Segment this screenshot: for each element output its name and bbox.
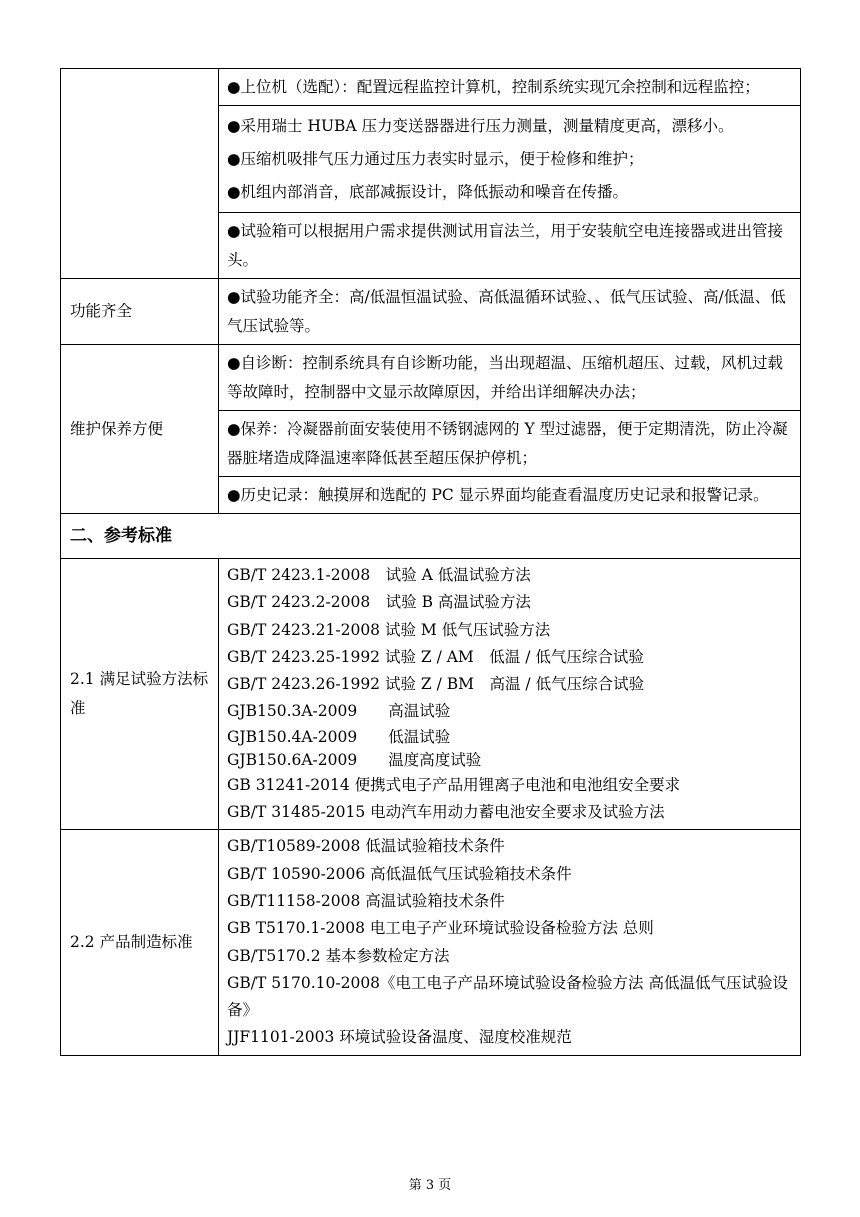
list-item: GB/T 2423.26-1992 试验 Z / BM 高温 / 低气压综合试验 <box>227 675 645 694</box>
list-item: GJB150.6A-2009 温度高度试验 <box>227 750 482 769</box>
spec-table <box>60 68 801 1056</box>
list-item: ●采用瑞士 HUBA 压力变送器器进行压力测量，测量精度更高，漂移小。 <box>227 117 734 135</box>
list-item: GB/T 2423.2-2008 试验 B 高温试验方法 <box>227 593 531 612</box>
list-item: GB/T 2423.25-1992 试验 Z / AM 低温 / 低气压综合试验 <box>227 647 644 666</box>
pressure-items-cell <box>219 106 801 213</box>
list-item: JJF1101-2003 环境试验设备温度、湿度校准规范 <box>227 1028 572 1047</box>
function-item: ●试验功能齐全：高/低温恒温试验、高低温循环试验、、低气压试验、高/低温、低气压试验等。 <box>219 279 801 345</box>
manufacture-standards-list <box>219 830 801 1055</box>
list-item: GB/T 5170.10-2008《电工电子产品环境试验设备检验方法 高低温低气压试验设备》 <box>227 973 788 1020</box>
manufacture-standards-label: 2.2 产品制造标准 <box>61 830 219 1055</box>
table-row <box>61 514 801 559</box>
list-item: GB/T5170.2 基本参数检定方法 <box>227 946 450 965</box>
flange-item: ●试验箱可以根据用户需求提供测试用盲法兰，用于安装航空电连接器或进出管接头。 <box>219 213 801 279</box>
history-record-item: ●历史记录：触摸屏和选配的 PC 显示界面均能查看温度历史记录和报警记录。 <box>219 477 801 514</box>
test-standards-label: 2.1 满足试验方法标准 <box>61 559 219 830</box>
list-item: GB T5170.1-2008 电工电子产业环境试验设备检验方法 总则 <box>227 919 654 938</box>
table-row <box>61 830 801 1055</box>
list-item: GB/T11158-2008 高温试验箱技术条件 <box>227 891 505 910</box>
table-row <box>61 279 801 345</box>
list-item: GB 31241-2014 便携式电子产品用锂离子电池和电池组安全要求 <box>227 775 681 794</box>
list-item: GB/T 31485-2015 电动汽车用动力蓄电池安全要求及试验方法 <box>227 803 665 822</box>
list-item: GB/T 2423.21-2008 试验 M 低气压试验方法 <box>227 620 551 639</box>
table-row <box>61 345 801 411</box>
test-standards-list <box>219 559 801 830</box>
page-number: 第 3 页 <box>408 1178 452 1193</box>
table-row <box>61 559 801 830</box>
list-item: GB/T10589-2008 低温试验箱技术条件 <box>227 837 505 856</box>
list-item: GB/T 2423.1-2008 试验 A 低温试验方法 <box>227 566 531 584</box>
maintenance-item: ●保养：冷凝器前面安装使用不锈钢滤网的 Y 型过滤器，便于定期清洗，防止冷凝器脏堵造成降温速率降低甚至超压保护停机； <box>219 411 801 477</box>
list-item: ●压缩机吸排气压力通过压力表实时显示，便于检修和维护； <box>227 150 644 168</box>
empty-label-cell <box>61 69 219 279</box>
table-row <box>61 69 801 106</box>
maintenance-label: 维护保养方便 <box>61 345 219 514</box>
section-title: 二、参考标准 <box>61 514 801 559</box>
list-item: GJB150.4A-2009 低温试验 <box>227 727 451 746</box>
list-item: GB/T 10590-2006 高低温低气压试验箱技术条件 <box>227 864 572 883</box>
function-label: 功能齐全 <box>61 279 219 345</box>
list-item: ●机组内部消音，底部减振设计，降低振动和噪音在传播。 <box>227 183 629 201</box>
upper-computer-item: ●上位机（选配）：配置远程监控计算机，控制系统实现冗余控制和远程监控； <box>219 69 801 106</box>
self-diagnosis-item: ●自诊断：控制系统具有自诊断功能，当出现超温、压缩机超压、过载，风机过载等故障时，控制器中文显示故障原因，并给出详细解决办法； <box>219 345 801 411</box>
list-item: GJB150.3A-2009 高温试验 <box>227 702 451 721</box>
